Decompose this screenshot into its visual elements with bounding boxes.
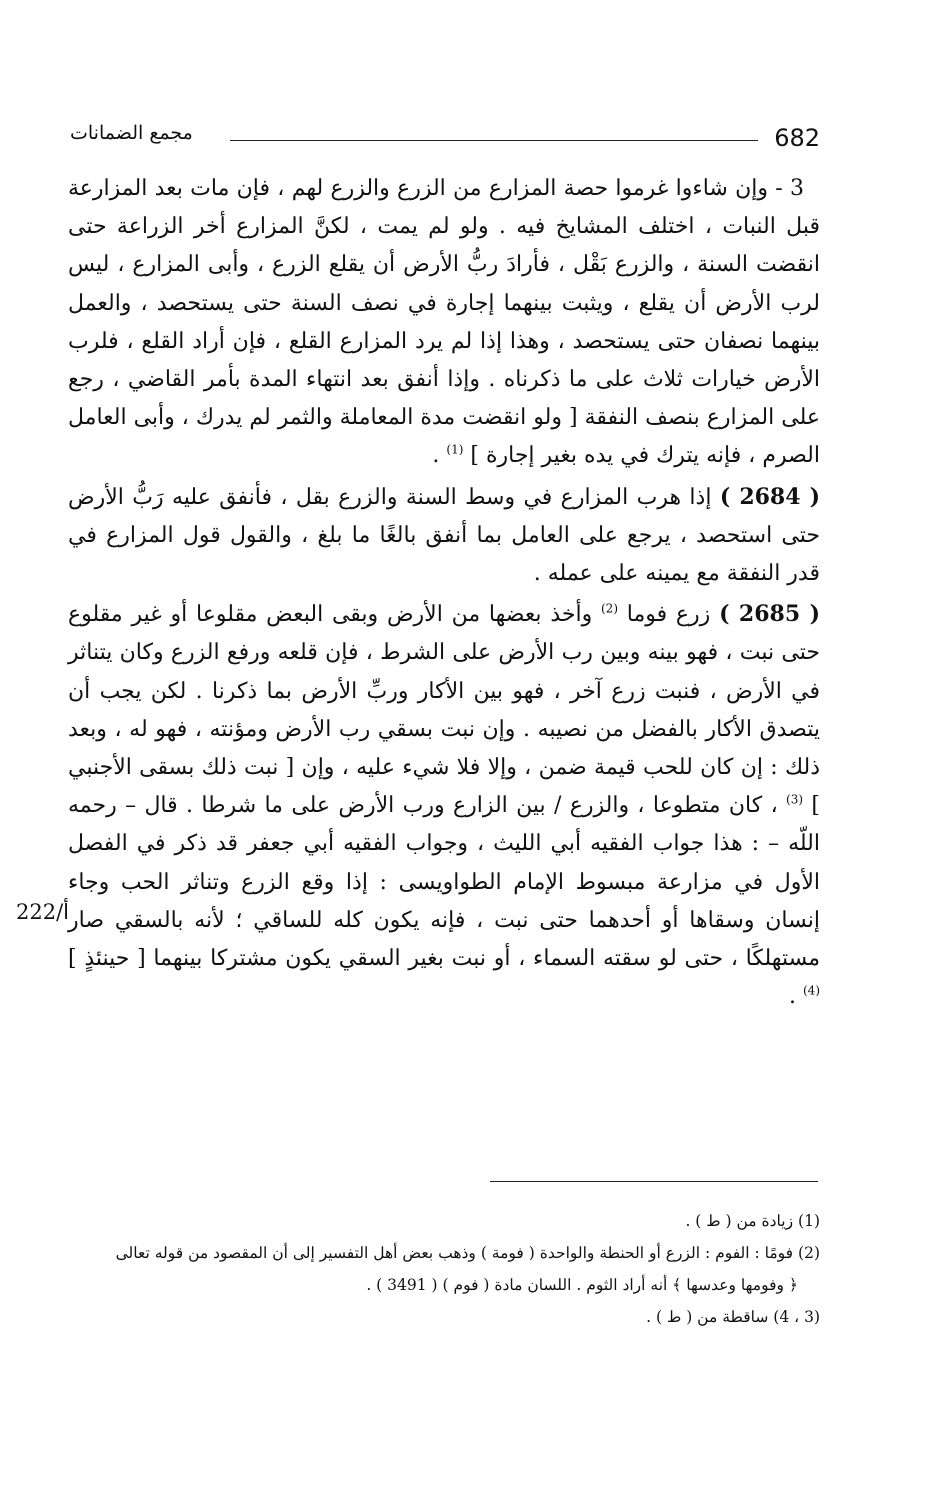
paragraph-2684 [68, 478, 820, 594]
paragraph-1-text: 3 - وإن شاءوا غرموا حصة المزارع من الزرع والزرع لهم ، فإن مات بعد المزارعة قبل النبات ، اختلف المشايخ فيه . ولو لم يمت ، لكنَّ المزارع أخر الزراعة حتى انقضت السنة ، والزرع بَقْل ، فأرادَ ربُّ الأرض أن يقلع الزرع ، وأبى المزارع ، ليس لرب الأرض أن يقلع ، ويثبت بينهما إجارة في نصف السنة حتى يستحصد ، والعمل بينهما نصفان حتى يستحصد ، وهذا إذا لم يرد المزارع القلع ، فإن أراد القلع ، فلرب الأرض خيارات ثلاث على ما ذكرناه . وإذا أنفق بعد انتهاء المدة بأمر القاضي ، رجع على المزارع بنصف النفقة [ ولو انقضت مدة المعاملة والثمر لم يدرك ، وأبى العامل الصرم ، فإنه يترك في يده بغير إجارة ] [68, 176, 820, 469]
paragraph-1-end: . [432, 443, 440, 469]
paragraph-2685-text-c: ، كان متطوعا ، والزرع / بين الزارع ورب الأرض على ما شرطا . قال – رحمه اللّه – : هذا جواب الفقيه أبي الليث ، وجواب الفقيه أبي جعفر قد ذكر في الفصل الأول في مزارعة مبسوط الإمام الطواويسى : إذا وقع الزرع وتناثر الحب وجاء إنسان وسقاها أو أحدهما حتى نبت ، فإنه يكون كله للساقي ؛ لأنه بالسقي صار مستهلكًا ، حتى لو سقته السماء ، أو نبت بغير السقي يكون مشتركا بينهما [ حينئذٍ ] [68, 793, 820, 972]
footnote-ref-1[interactable]: (1) [446, 443, 464, 458]
footnote-separator [490, 1181, 818, 1182]
paragraph-2684-text: إذا هرب المزارع في وسط السنة والزرع بقل ، فأنفق عليه رَبُّ الأرض حتى استحصد ، يرجع على العامل بما أنفق بالغًا ما بلغ ، والقول قول المزارع في قدر النفقة مع يمينه على عمله . [68, 484, 820, 587]
entry-number-2684: ( 2684 ) [719, 483, 821, 510]
header-rule [230, 140, 758, 141]
running-header [70, 120, 820, 160]
footnote-3-4: (3 ، 4) ساقطة من ( ط ) . [646, 1308, 820, 1326]
book-title: مجمع الضمانات [70, 122, 193, 144]
paragraph-2685-end: . [788, 984, 803, 1010]
footnote-2: (2) فومًا : الفوم : الزرع أو الحنطة والواحدة ( فومة ) وذهب بعض أهل التفسير إلى أن المقصود من قوله تعالى [115, 1244, 820, 1262]
paragraph-1 [68, 170, 820, 476]
paragraph-2685-text-b: وأخذ بعضها من الأرض وبقى البعض مقلوعا أو غير مقلوع حتى نبت ، فهو بينه وبين رب الأرض على الشرط ، فإن قلعه ورفع الزرع وكان يتناثر في الأرض ، فنبت زرع آخر ، فهو بين الأكار وربِّ الأرض بما ذكرنا . لكن يجب أن يتصدق الأكار بالفضل من نصيبه . وإن نبت بسقي رب الأرض ومؤنته ، فهو له ، وبعد ذلك : إن كان للحب قيمة ضمن ، وإلا فلا شيء عليه ، وإن [ نبت ذلك بسقى الأجنبي ] [68, 602, 820, 819]
footnote-1: (1) زيادة من ( ط ) . [685, 1212, 820, 1230]
footnote-ref-4[interactable]: (4) [802, 983, 820, 998]
footnotes [70, 1205, 820, 1333]
footnote-ref-3[interactable]: (3) [786, 792, 804, 807]
footnote-ref-2[interactable]: (2) [600, 601, 618, 616]
paragraph-2685 [68, 595, 820, 1016]
footnote-2-continuation: ﴿ وفومها وعدسها ﴾ أنه أراد الثوم . اللسان مادة ( فوم ) ( 3491 ) . [366, 1276, 798, 1294]
page-number: 682 [774, 124, 820, 152]
margin-folio-note: 222/أ [16, 900, 70, 924]
paragraph-2685-text-a: زرع فوما [618, 602, 720, 628]
main-text [68, 170, 820, 1016]
entry-number-2685: ( 2685 ) [719, 601, 821, 628]
